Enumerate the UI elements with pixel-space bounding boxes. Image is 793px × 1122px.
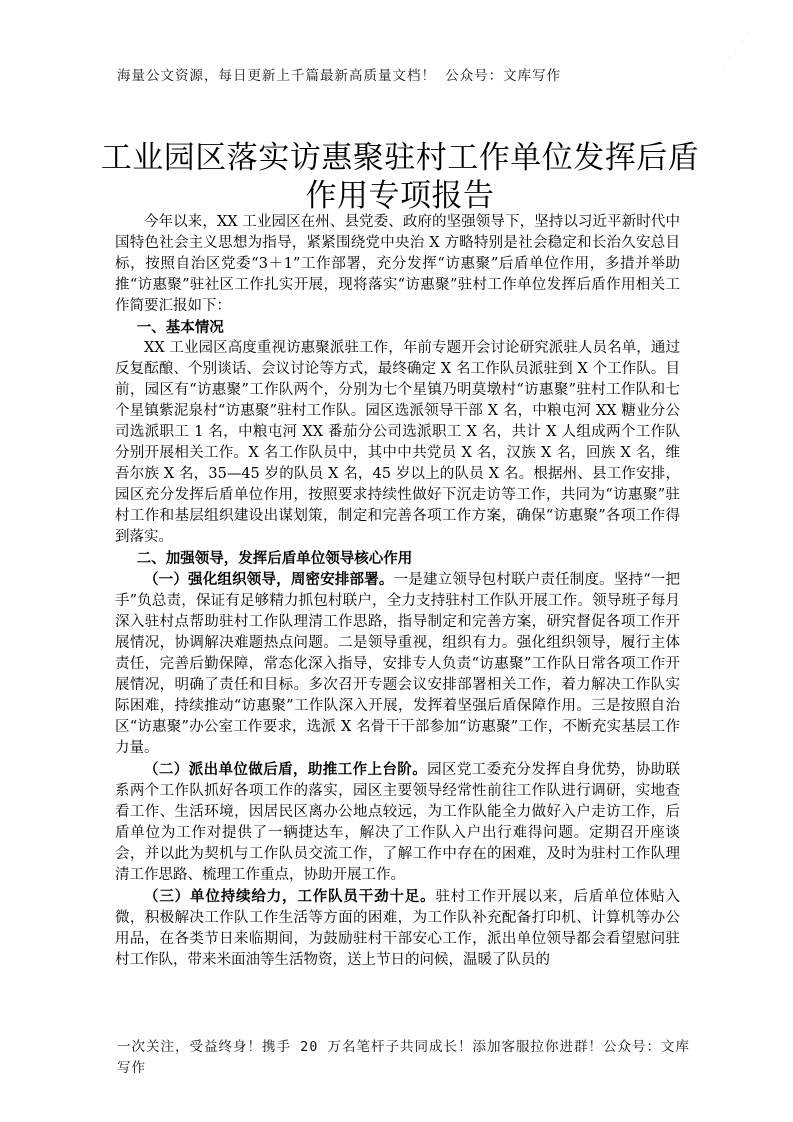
item-2-lead: （二）派出单位做后盾，助推工作上台阶。 [144, 761, 428, 778]
intro-paragraph: 今年以来，XX 工业园区在州、县党委、政府的坚强领导下，坚持以习近平新时代中国特色社会主义思想为指导，紧紧围绕党中央治 X 方略特别是社会稳定和长治久安总目标，按照自治区党委“3＋1”工作部署，充分发挥“访惠聚”后盾单位作用，多措并举助推“访惠聚”驻社区工作扎实开展，现将落实“访惠聚”驻村工作单位发挥后盾作用相关工作简要汇报如下： [115, 214, 680, 314]
section-2-heading: 二、加强领导，发挥后盾单位领导核心作用 [136, 550, 413, 567]
watermark [693, 0, 793, 1122]
section-1-heading: 一、基本情况 [136, 319, 224, 336]
item-1-body: 一是建立领导包村联户责任制度。坚持“一把手”负总责，保证有足够精力抓包村联户，全力支持驻村工作队开展工作。领导班子每月深入驻村点帮助驻村工作队理清工作思路，指导制定和完善方案，研究督促各项工作开展情况，协调解决难题热点问题。二是领导重视，组织有力。强化组织领导，履行主体责任，完善后勤保障，常态化深入指导，安排专人负责“访惠聚”工作队日常各项工作开展情况，明确了责任和目标。多次召开专题会议安排部署相关工作，着力解决工作队实际困难，持续推动“访惠聚”工作队深入开展，发挥着坚强后盾保障作用。三是按照自治区“访惠聚”办公室工作要求，选派 X 名骨干干部参加“访惠聚”工作，不断充实基层工作力量。 [115, 572, 680, 756]
item-3-body: 驻村工作开展以来，后盾单位体贴入微，积极解决工作队工作生活等方面的困难，为工作队补充配备打印机、计算机等办公用品，在各类节日来临期间，为鼓励驻村干部安心工作，派出单位领导都会看望慰问驻村工作队，带来米面油等生活物资，送上节日的问候，温暖了队员的 [115, 889, 681, 968]
section-2-item-2 [115, 759, 680, 886]
item-3-lead: （三）单位持续给力，工作队员干劲十足。 [144, 888, 436, 905]
section-2-item-1 [115, 569, 680, 759]
document-title: 工业园区落实访惠聚驻村工作单位发挥后盾作用专项报告 [100, 140, 700, 214]
watermark-text: · · · · · [714, 25, 757, 74]
item-1-lead: （一）强化组织领导，周密安排部署。 [144, 571, 394, 588]
document-body [115, 212, 680, 971]
page-footer: 一次关注，受益终身！携手 20 万名笔杆子共同成长！添加客服拉你进群！公众号：文库写作 [117, 1039, 691, 1076]
item-2-body: 园区党工委充分发挥自身优势，协助联系两个工作队抓好各项工作的落实，园区主要领导经常性前往工作队进行调研，实地查看工作、生活环境，因居民区离办公地点较远，为工作队能全力做好入户走访工作，后盾单位为工作对提供了一辆捷达车，解决了工作队入户出行难得问题。定期召开座谈会，并以此为契机与工作队员交流工作，了解工作中存在的困难，及时为驻村工作队理清工作思路、梳理工作重点，协助开展工作。 [115, 762, 681, 883]
section-1-paragraph: XX 工业园区高度重视访惠聚派驻工作，年前专题开会讨论研究派驻人员名单，通过反复酝酿、个别谈话、会议讨论等方式，最终确定 X 名工作队员派驻到 X 个工作队。目前，园区有“访惠聚”工作队两个，分别为七个星镇乃明莫墩村“访惠聚”驻村工作队和七个星镇紫泥泉村“访惠聚”驻村工作队。园区选派领导干部 X 名，中粮屯河 XX 糖业分公司选派职工 1 名，中粮屯河 XX 番茄分公司选派职工 X 名，共计 X 人组成两个工作队分别开展相关工作。X 名工作队员中，其中中共党员 X 名，汉族 X 名，回族 X 名，维吾尔族 X 名，35—45 岁的队员 X 名，45 岁以上的队员 X 名。根据州、县工作安排，园区充分发挥后盾单位作用，按照要求持续性做好下沉走访等工作，共同为“访惠聚”驻村工作和基层组织建设出谋划策，制定和完善各项工作方案，确保“访惠聚”各项工作得到落实。 [115, 340, 680, 545]
section-2-item-3 [115, 886, 680, 971]
page-header: 海量公文资源，每日更新上千篇最新高质量文档！ 公众号：文库写作 [117, 68, 562, 84]
